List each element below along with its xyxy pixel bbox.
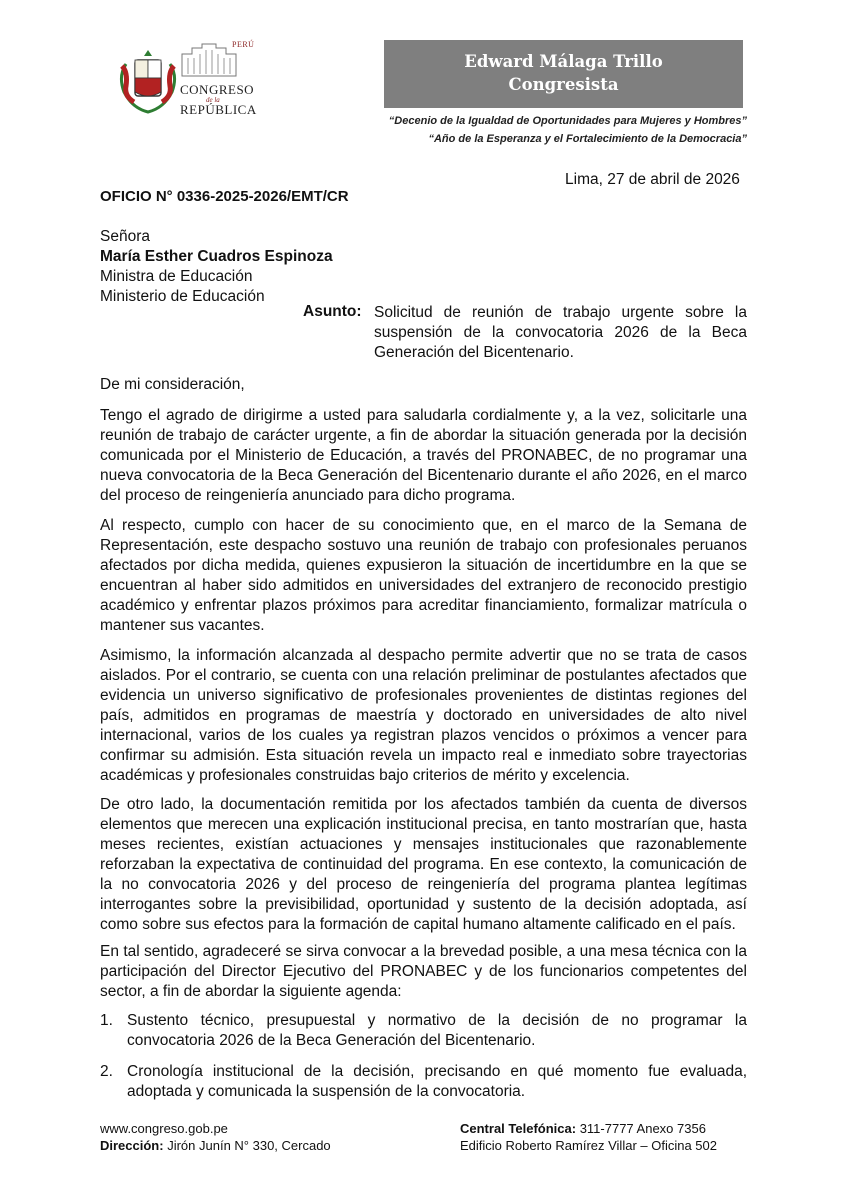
footer-phone-value: 311-7777 Anexo 7356 [579, 1121, 706, 1136]
footer-address-label: Dirección: [100, 1138, 164, 1153]
logo-peru-text: PERÚ [232, 40, 255, 49]
recipient-name: María Esther Cuadros Espinoza [100, 248, 333, 265]
body-paragraph-5: En tal sentido, agradeceré se sirva convocar a la brevedad posible, a una mesa técnica con la participación del Director Ejecutivo del PRONABEC y de los funcionarios competentes del sector, a fin de abordar la siguiente agenda: [100, 943, 747, 1000]
subject-label: Asunto: [303, 303, 362, 320]
recipient-block [100, 227, 333, 307]
decenio-line-2: “Año de la Esperanza y el Fortalecimiento de la Democracia” [428, 133, 747, 145]
congressman-name: Edward Málaga Trillo [464, 52, 663, 71]
agenda-item-text: Cronología institucional de la decisión, precisando en qué momento fue evaluada, adoptada y comunicada la suspensión de la convocatoria. [127, 1063, 747, 1100]
footer-website: www.congreso.gob.pe [100, 1121, 228, 1136]
logo-republica-text: REPÚBLICA [180, 102, 257, 117]
coat-of-arms-icon [118, 46, 178, 114]
body-paragraph-2: Al respecto, cumplo con hacer de su conocimiento que, en el marco de la Semana de Representación, este despacho sostuvo una reunión de trabajo con profesionales peruanos afectados por dicha medida, quienes expusieron la situación de incertidumbre en la que se encuentran al haber sido admitidos en universidades del extranjero de reconocido prestigio académico y enfrentar plazos próximos para acreditar financiamiento, formalizar matrícula o mantener sus vacantes. [100, 517, 747, 634]
body-paragraph-3: Asimismo, la información alcanzada al despacho permite advertir que no se trata de casos aislados. Por el contrario, se cuenta con una relación preliminar de postulantes afectados que evidencia un universo significativo de profesionales provenientes de distintas regiones del país, admitidos en programas de maestría y doctorado en universidades de alto nivel internacional, varios de los cuales ya registran plazos vencidos o próximos a vencer para confirmar su admisión. Esta situación revela un impacto real e inmediato sobre trayectorias académicas y profesionales construidas bajo criterios de mérito y excelencia. [100, 647, 747, 784]
agenda-item-text: Sustento técnico, presupuestal y normativo de la decisión de no programar la convocatoria 2026 de la Beca Generación del Bicentenario. [127, 1012, 747, 1049]
agenda-item-number: 2. [100, 1063, 113, 1080]
body-paragraph-1: Tengo el agrado de dirigirme a usted para saludarla cordialmente y, a la vez, solicitarle una reunión de trabajo de carácter urgente, a fin de abordar la situación generada por la decisión comunicada por el Ministerio de Educación, a través del PRONABEC, de no programar una nueva convocatoria de la Beca Generación del Bicentenario durante el año 2026, en el marco del proceso de reingeniería anunciado para dicho programa. [100, 407, 747, 504]
decenio-line-1: “Decenio de la Igualdad de Oportunidades para Mujeres y Hombres” [388, 115, 747, 127]
subject-text: Solicitud de reunión de trabajo urgente sobre la suspensión de la convocatoria 2026 de la Beca Generación del Bicentenario. [374, 304, 747, 361]
recipient-salutation: Señora [100, 228, 150, 245]
footer-building: Edificio Roberto Ramírez Villar – Oficina 502 [460, 1138, 717, 1153]
recipient-institution: Ministerio de Educación [100, 288, 265, 305]
body-paragraph-4: De otro lado, la documentación remitida por los afectados también da cuenta de diversos elementos que merecen una explicación institucional precisa, en tanto mostrarían que, hasta meses recientes, existían actuaciones y mensajes institucionales que razonablemente reforzaban la expectativa de continuidad del programa. En ese contexto, la comunicación de la no convocatoria 2026 y del proceso de reingeniería del programa plantea legítimas interrogantes sobre la previsibilidad, oportunidad y sustento de la decisión adoptada, así como sobre sus efectos para la formación de capital humano altamente calificado en el país. [100, 796, 747, 933]
logo-congreso-text: CONGRESO [180, 82, 255, 97]
congress-building-icon [180, 42, 238, 78]
greeting: De mi consideración, [100, 376, 245, 393]
agenda-item-number: 1. [100, 1012, 113, 1029]
footer-address-value: Jirón Junín N° 330, Cercado [167, 1138, 331, 1153]
recipient-role: Ministra de Educación [100, 268, 253, 285]
footer-phone [460, 1120, 706, 1137]
footer-address [100, 1137, 331, 1154]
congressman-name-box [384, 40, 743, 108]
logo-de-la-text: de la [206, 96, 220, 104]
congreso-logo [118, 40, 268, 120]
footer-phone-label: Central Telefónica: [460, 1121, 577, 1136]
oficio-number: OFICIO N° 0336-2025-2026/EMT/CR [100, 188, 349, 205]
congressman-title: Congresista [508, 75, 619, 94]
letter-date: Lima, 27 de abril de 2026 [565, 171, 740, 188]
